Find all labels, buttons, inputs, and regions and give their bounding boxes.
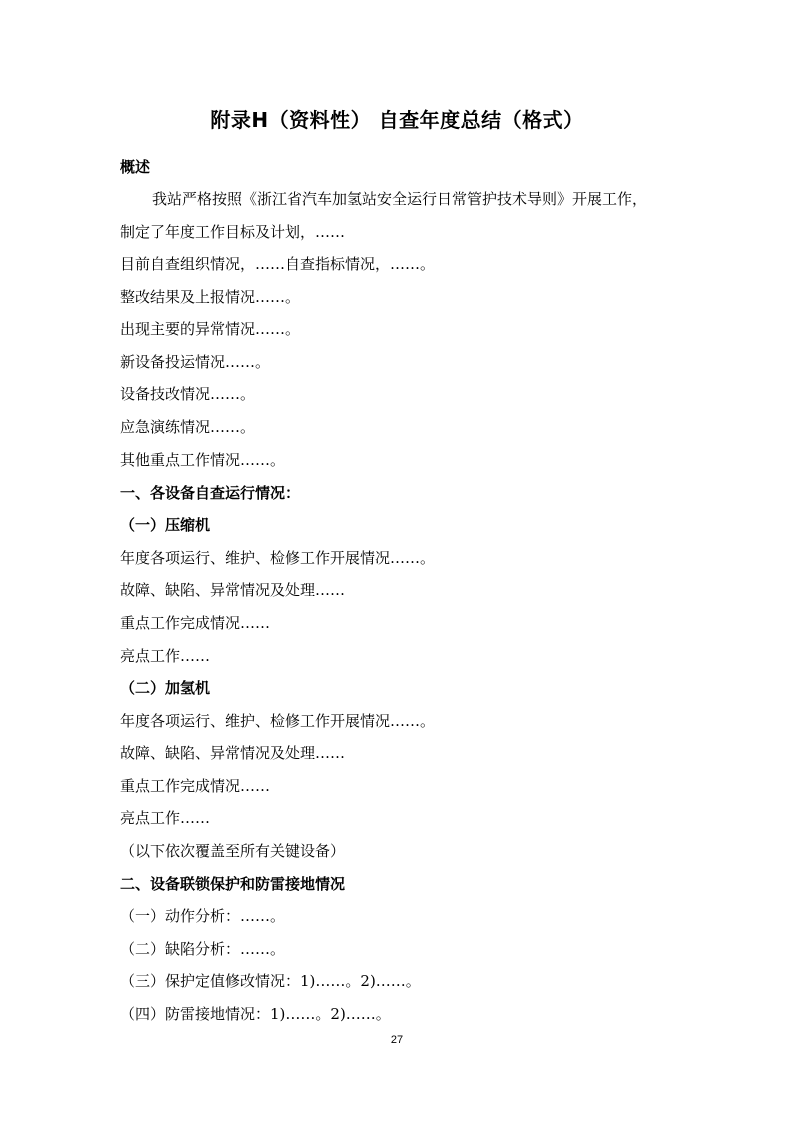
overview-line: 其他重点工作情况……。: [120, 451, 286, 469]
overview-line: 制定了年度工作目标及计划，……: [120, 223, 346, 241]
subsection-line: 年度各项运行、维护、检修工作开展情况……。: [120, 712, 436, 730]
coverage-note: （以下依次覆盖至所有关键设备）: [120, 842, 346, 860]
overview-heading: 概述: [120, 158, 151, 176]
subsection-line: 故障、缺陷、异常情况及处理……: [120, 744, 346, 762]
section-heading: 二、设备联锁保护和防雷接地情况: [120, 875, 346, 893]
overview-line: 我站严格按照《浙江省汽车加氢站安全运行日常管护技术导则》开展工作，: [152, 190, 648, 208]
section-item: （三）保护定值修改情况：1)……。2)……。: [120, 972, 421, 990]
overview-line: 目前自查组织情况，……自查指标情况，……。: [120, 255, 436, 273]
subsection-line: 重点工作完成情况……: [120, 777, 271, 795]
subsection-line: 亮点工作……: [120, 809, 211, 827]
overview-line: 整改结果及上报情况……。: [120, 288, 301, 306]
section-item: （二）缺陷分析：……。: [120, 940, 286, 958]
overview-line: 出现主要的异常情况……。: [120, 320, 301, 338]
subsection-heading: （一）压缩机: [120, 516, 211, 534]
section-item: （四）防雷接地情况：1)……。2)……。: [120, 1005, 391, 1023]
subsection-line: 重点工作完成情况……: [120, 614, 271, 632]
section-item: （一）动作分析：……。: [120, 907, 286, 925]
subsection-line: 年度各项运行、维护、检修工作开展情况……。: [120, 549, 436, 567]
page-number: 27: [390, 1034, 404, 1046]
overview-line: 新设备投运情况……。: [120, 353, 271, 371]
subsection-line: 故障、缺陷、异常情况及处理……: [120, 581, 346, 599]
subsection-line: 亮点工作……: [120, 647, 211, 665]
overview-line: 应急演练情况……。: [120, 418, 256, 436]
section-heading: 一、各设备自查运行情况：: [120, 484, 301, 502]
subsection-heading: （二）加氢机: [120, 679, 211, 697]
overview-line: 设备技改情况……。: [120, 385, 256, 403]
page-title: 附录H（资料性） 自查年度总结（格式）: [210, 108, 584, 132]
